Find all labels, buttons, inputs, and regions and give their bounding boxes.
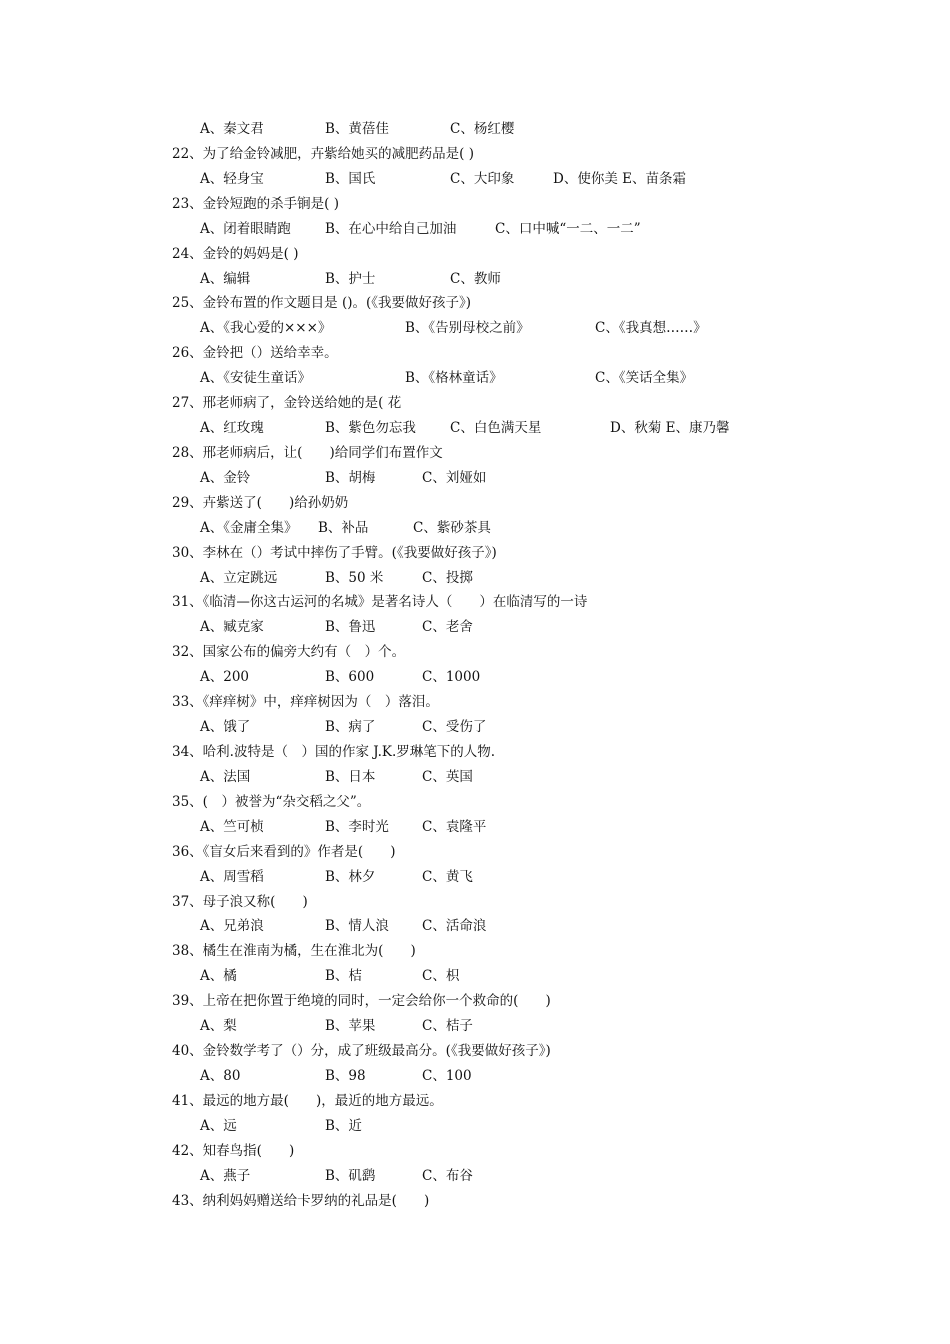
options-row	[0, 268, 950, 290]
option-label: B、在心中给自己加油	[325, 220, 457, 237]
option-label: B、林夕	[325, 868, 376, 885]
options-row	[0, 816, 950, 838]
option-label: A、80	[200, 1067, 241, 1084]
option-label: A、立定跳远	[200, 569, 278, 586]
question-text: 37、母子浪又称( )	[172, 893, 308, 910]
question-text: 22、为了给金铃减肥，卉紫给她买的减肥药品是( )	[172, 145, 475, 162]
option-label: B、病了	[325, 719, 376, 736]
options-row	[0, 1065, 950, 1087]
option-label: C、活命浪	[422, 918, 487, 935]
option-label: C、《笑话全集》	[595, 370, 694, 387]
options-row	[0, 1115, 950, 1137]
options-row	[0, 118, 950, 140]
options-row	[0, 866, 950, 888]
options-row	[0, 367, 950, 389]
option-label: B、《告别母校之前》	[405, 320, 530, 337]
question-text: 31、《临清—你这古运河的名城》是著名诗人（ ）在临清写的一诗	[172, 594, 588, 611]
question-text: 26、金铃把（）送给幸幸。	[172, 345, 338, 362]
options-row	[0, 915, 950, 937]
option-label: A、编辑	[200, 270, 251, 287]
option-label: C、袁隆平	[422, 818, 487, 835]
option-label: A、金铃	[200, 469, 251, 486]
option-label: A、远	[200, 1117, 237, 1134]
option-label: C、杨红樱	[450, 121, 515, 137]
option-label: C、老舍	[422, 619, 473, 636]
question-text: 39、上帝在把你置于绝境的同时，一定会给你一个救命的( )	[172, 993, 551, 1010]
option-label: A、梨	[200, 1018, 237, 1035]
option-label: C、《我真想……》	[595, 320, 707, 337]
options-row	[0, 766, 950, 788]
option-label: C、口中喊“一二、一二”	[495, 220, 641, 237]
options-row	[0, 317, 950, 339]
option-label: B、矶鹞	[325, 1167, 376, 1184]
option-label: A、《我心爱的×××》	[200, 320, 332, 337]
options-row	[0, 965, 950, 987]
option-label: B、黄蓓佳	[325, 121, 389, 137]
option-label: B、近	[325, 1117, 362, 1134]
options-row	[0, 417, 950, 439]
option-label: C、枳	[422, 968, 460, 985]
option-label: A、臧克家	[200, 619, 264, 636]
options-row	[0, 517, 950, 539]
option-label: D、秋菊 E、康乃馨	[610, 420, 730, 437]
question-text: 43、纳利妈妈赠送给卡罗纳的礼品是( )	[172, 1192, 430, 1209]
options-row	[0, 218, 950, 240]
option-label: A、周雪稻	[200, 868, 264, 885]
option-label: A、法国	[200, 768, 251, 785]
option-label: B、桔	[325, 968, 362, 985]
option-label: A、兄弟浪	[200, 918, 264, 935]
option-label: C、100	[422, 1067, 472, 1084]
options-row	[0, 567, 950, 589]
option-label: B、《格林童话》	[405, 370, 503, 387]
option-label: A、秦文君	[200, 121, 264, 137]
option-label: B、鲁迅	[325, 619, 376, 636]
option-label: A、燕子	[200, 1167, 251, 1184]
option-label: B、98	[325, 1067, 366, 1084]
option-label: A、200	[200, 669, 250, 686]
question-text: 24、金铃的妈妈是( )	[172, 245, 299, 262]
question-text: 28、邢老师病后，让( )给同学们布置作文	[172, 444, 443, 461]
question-text: 34、哈利.波特是（ ）国的作家 J.K.罗琳笔下的人物.	[172, 744, 496, 760]
option-label: B、紫色勿忘我	[325, 420, 416, 437]
option-label: C、刘娅如	[422, 469, 487, 486]
question-text: 40、金铃数学考了（）分，成了班级最高分。(《我要做好孩子》)	[172, 1043, 551, 1060]
option-label: A、饿了	[200, 719, 251, 736]
option-label: C、英国	[422, 768, 473, 785]
option-label: D、使你美 E、苗条霜	[553, 170, 686, 187]
option-label: A、《安徒生童话》	[200, 370, 311, 387]
option-label: A、橘	[200, 968, 237, 985]
option-label: B、补品	[318, 519, 369, 536]
question-text: 35、( ）被誉为“杂交稻之父”。	[172, 793, 371, 810]
options-row	[0, 616, 950, 638]
question-text: 41、最远的地方最( )，最近的地方最远。	[172, 1092, 443, 1109]
option-label: B、苹果	[325, 1018, 376, 1035]
option-label: B、50 米	[325, 569, 384, 586]
option-label: A、红玫瑰	[200, 420, 264, 437]
option-label: A、轻身宝	[200, 170, 264, 187]
question-text: 27、邢老师病了，金铃送给她的是( 花	[172, 395, 402, 412]
option-label: C、教师	[450, 270, 501, 287]
question-text: 23、金铃短跑的杀手锏是( )	[172, 195, 340, 212]
option-label: C、1000	[422, 669, 481, 686]
option-label: C、紫砂茶具	[413, 519, 491, 536]
question-text: 25、金铃布置的作文题目是 ()。(《我要做好孩子》)	[172, 295, 472, 312]
option-label: B、李时光	[325, 818, 389, 835]
option-label: C、布谷	[422, 1167, 473, 1184]
option-label: B、情人浪	[325, 918, 389, 935]
option-label: A、闭着眼睛跑	[200, 220, 291, 237]
options-row	[0, 1165, 950, 1187]
question-text: 38、橘生在淮南为橘，生在淮北为( )	[172, 943, 416, 960]
question-text: 30、李林在（）考试中摔伤了手臂。(《我要做好孩子》)	[172, 544, 497, 561]
question-text: 29、卉紫送了( )给孙奶奶	[172, 494, 349, 511]
option-label: B、胡梅	[325, 469, 376, 486]
option-label: C、投掷	[422, 569, 473, 586]
option-label: B、国氏	[325, 170, 376, 187]
option-label: C、桔子	[422, 1018, 473, 1035]
option-label: A、《金庸全集》	[200, 519, 298, 536]
options-row	[0, 716, 950, 738]
option-label: B、日本	[325, 768, 376, 785]
question-text: 42、知春鸟指( )	[172, 1142, 295, 1159]
options-row	[0, 467, 950, 489]
option-label: A、竺可桢	[200, 818, 264, 835]
option-label: C、黄飞	[422, 868, 473, 885]
options-row	[0, 168, 950, 190]
option-label: C、受伤了	[422, 719, 487, 736]
options-row	[0, 666, 950, 688]
question-text: 33、《痒痒树》中，痒痒树因为（ ）落泪。	[172, 694, 439, 711]
option-label: B、600	[325, 669, 375, 686]
option-label: C、大印象	[450, 170, 515, 187]
option-label: C、白色满天星	[450, 420, 542, 437]
option-label: B、护士	[325, 270, 376, 287]
options-row	[0, 1015, 950, 1037]
question-text: 36、《盲女后来看到的》作者是( )	[172, 843, 396, 860]
question-text: 32、国家公布的偏旁大约有（ ）个。	[172, 644, 406, 661]
